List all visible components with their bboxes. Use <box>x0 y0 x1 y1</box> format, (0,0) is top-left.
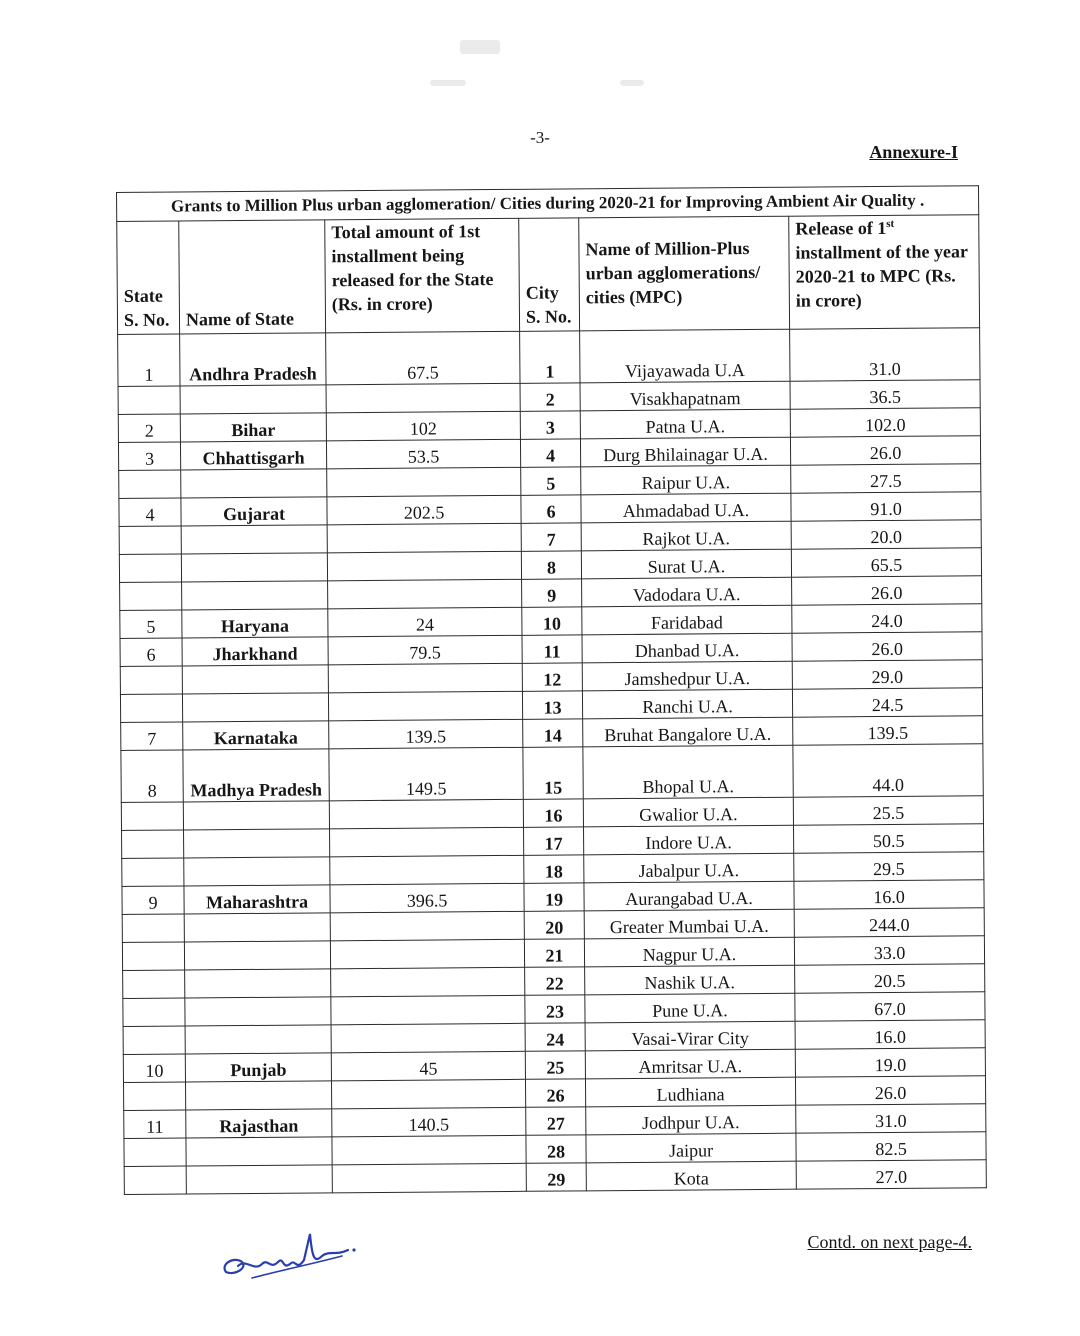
cell-state-sno: 1 <box>118 334 180 386</box>
cell-city-name: Visakhapatnam <box>580 381 790 411</box>
cell-release-amount: 102.0 <box>790 408 980 437</box>
cell-total-amount: 396.5 <box>330 883 524 913</box>
cell-city-sno: 24 <box>525 1023 585 1051</box>
cell-city-name: Durg Bhilainagar U.A. <box>580 437 790 467</box>
cell-city-name: Greater Mumbai U.A. <box>584 909 794 939</box>
cell-state-name <box>182 665 328 694</box>
cell-total-amount: 24 <box>328 607 522 637</box>
cell-state-sno: 10 <box>123 1054 185 1082</box>
cell-release-amount: 29.5 <box>794 852 984 881</box>
cell-city-sno: 9 <box>522 579 582 607</box>
cell-city-sno: 2 <box>520 383 580 411</box>
cell-city-name: Gwalior U.A. <box>583 797 793 827</box>
cell-release-amount: 67.0 <box>795 992 985 1021</box>
cell-city-name: Kota <box>586 1161 796 1191</box>
cell-total-amount: 149.5 <box>329 747 523 801</box>
cell-state-name: Bihar <box>180 413 326 442</box>
cell-city-name: Jamshedpur U.A. <box>582 661 792 691</box>
cell-state-sno <box>122 858 184 886</box>
cell-city-name: Indore U.A. <box>584 825 794 855</box>
cell-release-amount: 91.0 <box>791 492 981 521</box>
cell-state-sno <box>119 526 181 554</box>
cell-city-sno: 26 <box>525 1079 585 1107</box>
cell-city-name: Vadodara U.A. <box>582 577 792 607</box>
cell-state-name <box>186 1137 332 1166</box>
cell-release-amount: 24.5 <box>792 688 982 717</box>
cell-city-name: Bhopal U.A. <box>583 745 793 799</box>
cell-total-amount <box>330 855 524 885</box>
cell-state-sno: 7 <box>121 722 183 750</box>
cell-city-sno: 1 <box>520 331 580 383</box>
cell-total-amount <box>330 827 524 857</box>
cell-release-amount: 20.0 <box>791 520 981 549</box>
table-body <box>118 328 987 1195</box>
cell-release-amount: 139.5 <box>793 716 983 745</box>
cell-state-name <box>185 997 331 1026</box>
cell-city-sno: 14 <box>523 719 583 747</box>
cell-city-sno: 15 <box>523 747 583 799</box>
cell-total-amount <box>328 579 522 609</box>
cell-release-amount: 27.5 <box>791 464 981 493</box>
cell-release-amount: 82.5 <box>796 1132 986 1161</box>
cell-total-amount: 79.5 <box>328 635 522 665</box>
annexure-label: Annexure-I <box>869 142 958 162</box>
cell-city-sno: 3 <box>520 411 580 439</box>
cell-city-name: Vasai-Virar City <box>585 1021 795 1051</box>
cell-total-amount <box>331 967 525 997</box>
header-mpc-name: Name of Million-Plus urban agglomerations/ cities (MPC) <box>579 216 790 331</box>
grants-table <box>116 185 987 1195</box>
cell-city-name: Ranchi U.A. <box>582 689 792 719</box>
cell-city-name: Ludhiana <box>585 1077 795 1107</box>
cell-total-amount <box>326 383 520 413</box>
cell-city-name: Jaipur <box>586 1133 796 1163</box>
cell-total-amount <box>332 1135 526 1165</box>
cell-state-sno <box>124 1166 186 1194</box>
cell-city-sno: 10 <box>522 607 582 635</box>
scan-artifact <box>430 80 466 86</box>
cell-city-name: Aurangabad U.A. <box>584 881 794 911</box>
cell-state-name <box>181 525 327 554</box>
cell-state-sno <box>119 470 181 498</box>
cell-release-amount: 31.0 <box>796 1104 986 1133</box>
cell-release-amount: 26.0 <box>792 632 982 661</box>
cell-state-name <box>185 969 331 998</box>
cell-state-name <box>182 693 328 722</box>
cell-state-name: Karnataka <box>183 721 329 750</box>
signature <box>212 1220 362 1290</box>
cell-state-name <box>182 581 328 610</box>
header-city-sno: City S. No. <box>519 218 580 331</box>
cell-city-sno: 16 <box>523 799 583 827</box>
cell-total-amount <box>328 691 522 721</box>
cell-total-amount <box>330 911 524 941</box>
cell-city-name: Jodhpur U.A. <box>586 1105 796 1135</box>
cell-release-amount: 29.0 <box>792 660 982 689</box>
cell-city-name: Bruhat Bangalore U.A. <box>583 717 793 747</box>
cell-release-amount: 244.0 <box>794 908 984 937</box>
cell-state-sno <box>121 802 183 830</box>
cell-state-sno <box>120 582 182 610</box>
cell-state-name <box>183 801 329 830</box>
cell-state-sno <box>122 830 184 858</box>
cell-state-name <box>186 1165 332 1194</box>
cell-release-amount: 26.0 <box>790 436 980 465</box>
cell-state-name: Haryana <box>182 609 328 638</box>
cell-state-name: Maharashtra <box>184 885 330 914</box>
table-row <box>124 1160 986 1195</box>
cell-total-amount <box>331 1079 525 1109</box>
header-release-rest: installment of the year 2020-21 to MPC (Rs. in crore) <box>795 241 968 311</box>
cell-city-sno: 29 <box>526 1163 586 1191</box>
cell-city-sno: 12 <box>522 663 582 691</box>
cell-state-sno <box>123 1026 185 1054</box>
cell-city-sno: 4 <box>520 439 580 467</box>
header-state-sno: State S. No. <box>117 221 180 334</box>
scan-artifact <box>460 40 500 54</box>
scan-artifact <box>620 80 644 86</box>
cell-total-amount <box>332 1163 526 1193</box>
cell-state-name <box>181 553 327 582</box>
table-row <box>118 328 980 387</box>
cell-state-name <box>180 385 326 414</box>
cell-city-name: Surat U.A. <box>581 549 791 579</box>
header-release <box>789 215 980 329</box>
cell-release-amount: 19.0 <box>795 1048 985 1077</box>
cell-city-sno: 28 <box>526 1135 586 1163</box>
cell-total-amount: 53.5 <box>326 439 520 469</box>
cell-total-amount: 140.5 <box>332 1107 526 1137</box>
cell-release-amount: 20.5 <box>795 964 985 993</box>
page-number: -3- <box>530 128 550 147</box>
cell-state-name: Rajasthan <box>186 1109 332 1138</box>
cell-total-amount: 45 <box>331 1051 525 1081</box>
cell-state-sno <box>124 1138 186 1166</box>
cell-city-name: Vijayawada U.A <box>580 329 790 383</box>
cell-city-name: Raipur U.A. <box>581 465 791 495</box>
cell-total-amount <box>331 995 525 1025</box>
table-title: Grants to Million Plus urban agglomeration/ Cities during 2020-21 for Improving Ambient Air Quality . <box>117 186 979 222</box>
cell-state-sno: 6 <box>120 638 182 666</box>
cell-total-amount <box>331 1023 525 1053</box>
cell-release-amount: 65.5 <box>791 548 981 577</box>
cell-release-amount: 44.0 <box>793 744 983 797</box>
cell-city-sno: 6 <box>521 495 581 523</box>
cell-state-sno: 11 <box>124 1110 186 1138</box>
cell-city-sno: 13 <box>522 691 582 719</box>
cell-state-sno: 2 <box>118 414 180 442</box>
cell-state-name: Madhya Pradesh <box>183 749 329 802</box>
cell-total-amount: 202.5 <box>327 495 521 525</box>
cell-city-name: Ahmadabad U.A. <box>581 493 791 523</box>
cell-state-name <box>184 941 330 970</box>
cell-state-sno: 4 <box>119 498 181 526</box>
cell-state-name <box>184 857 330 886</box>
cell-total-amount <box>329 799 523 829</box>
cell-city-name: Pune U.A. <box>585 993 795 1023</box>
cell-total-amount: 139.5 <box>329 719 523 749</box>
cell-state-name: Jharkhand <box>182 637 328 666</box>
cell-city-sno: 23 <box>525 995 585 1023</box>
cell-city-sno: 21 <box>524 939 584 967</box>
cell-city-name: Faridabad <box>582 605 792 635</box>
cell-total-amount <box>328 663 522 693</box>
cell-city-name: Nagpur U.A. <box>584 937 794 967</box>
cell-release-amount: 31.0 <box>790 328 980 381</box>
cell-city-sno: 25 <box>525 1051 585 1079</box>
cell-total-amount <box>330 939 524 969</box>
cell-total-amount <box>327 551 521 581</box>
cell-state-name <box>185 1081 331 1110</box>
cell-total-amount: 67.5 <box>326 331 520 385</box>
cell-state-name: Gujarat <box>181 497 327 526</box>
cell-release-amount: 50.5 <box>793 824 983 853</box>
cell-state-sno: 8 <box>121 750 183 802</box>
cell-city-sno: 19 <box>524 883 584 911</box>
cell-state-sno <box>122 914 184 942</box>
cell-state-name: Andhra Pradesh <box>180 333 326 386</box>
cell-city-sno: 27 <box>526 1107 586 1135</box>
cell-state-sno: 3 <box>118 442 180 470</box>
cell-city-name: Patna U.A. <box>580 409 790 439</box>
cell-state-sno <box>122 942 184 970</box>
cell-release-amount: 25.5 <box>793 796 983 825</box>
cell-state-name: Punjab <box>185 1053 331 1082</box>
cell-state-sno <box>118 386 180 414</box>
cell-state-name <box>184 913 330 942</box>
cell-release-amount: 27.0 <box>796 1160 986 1189</box>
header-release-sup: st <box>886 217 895 230</box>
continued-note: Contd. on next page-4. <box>807 1232 972 1252</box>
cell-release-amount: 16.0 <box>794 880 984 909</box>
cell-state-name <box>181 469 327 498</box>
cell-state-name <box>184 829 330 858</box>
cell-release-amount: 24.0 <box>792 604 982 633</box>
cell-city-sno: 5 <box>521 467 581 495</box>
cell-city-name: Dhanbad U.A. <box>582 633 792 663</box>
header-state-name: Name of State <box>179 220 326 334</box>
cell-state-sno <box>123 1082 185 1110</box>
header-release-prefix: Release of 1 <box>795 217 887 239</box>
cell-total-amount <box>327 523 521 553</box>
cell-release-amount: 33.0 <box>794 936 984 965</box>
cell-city-sno: 18 <box>524 855 584 883</box>
cell-state-sno <box>123 998 185 1026</box>
cell-state-name <box>185 1025 331 1054</box>
header-total-amount: Total amount of 1st installment being released for the State (Rs. in crore) <box>325 218 520 333</box>
cell-city-sno: 17 <box>524 827 584 855</box>
cell-release-amount: 36.5 <box>790 380 980 409</box>
cell-state-sno <box>123 970 185 998</box>
cell-state-sno <box>119 554 181 582</box>
table-row <box>121 744 983 803</box>
cell-city-sno: 7 <box>521 523 581 551</box>
cell-city-name: Jabalpur U.A. <box>584 853 794 883</box>
cell-state-name: Chhattisgarh <box>180 441 326 470</box>
cell-state-sno <box>120 694 182 722</box>
cell-release-amount: 16.0 <box>795 1020 985 1049</box>
cell-city-sno: 8 <box>521 551 581 579</box>
cell-release-amount: 26.0 <box>795 1076 985 1105</box>
cell-state-sno <box>120 666 182 694</box>
cell-total-amount: 102 <box>326 411 520 441</box>
cell-city-name: Nashik U.A. <box>585 965 795 995</box>
cell-total-amount <box>327 467 521 497</box>
cell-state-sno: 5 <box>120 610 182 638</box>
cell-city-sno: 20 <box>524 911 584 939</box>
cell-state-sno: 9 <box>122 886 184 914</box>
cell-release-amount: 26.0 <box>792 576 982 605</box>
cell-city-sno: 11 <box>522 635 582 663</box>
cell-city-name: Amritsar U.A. <box>585 1049 795 1079</box>
cell-city-name: Rajkot U.A. <box>581 521 791 551</box>
cell-city-sno: 22 <box>525 967 585 995</box>
